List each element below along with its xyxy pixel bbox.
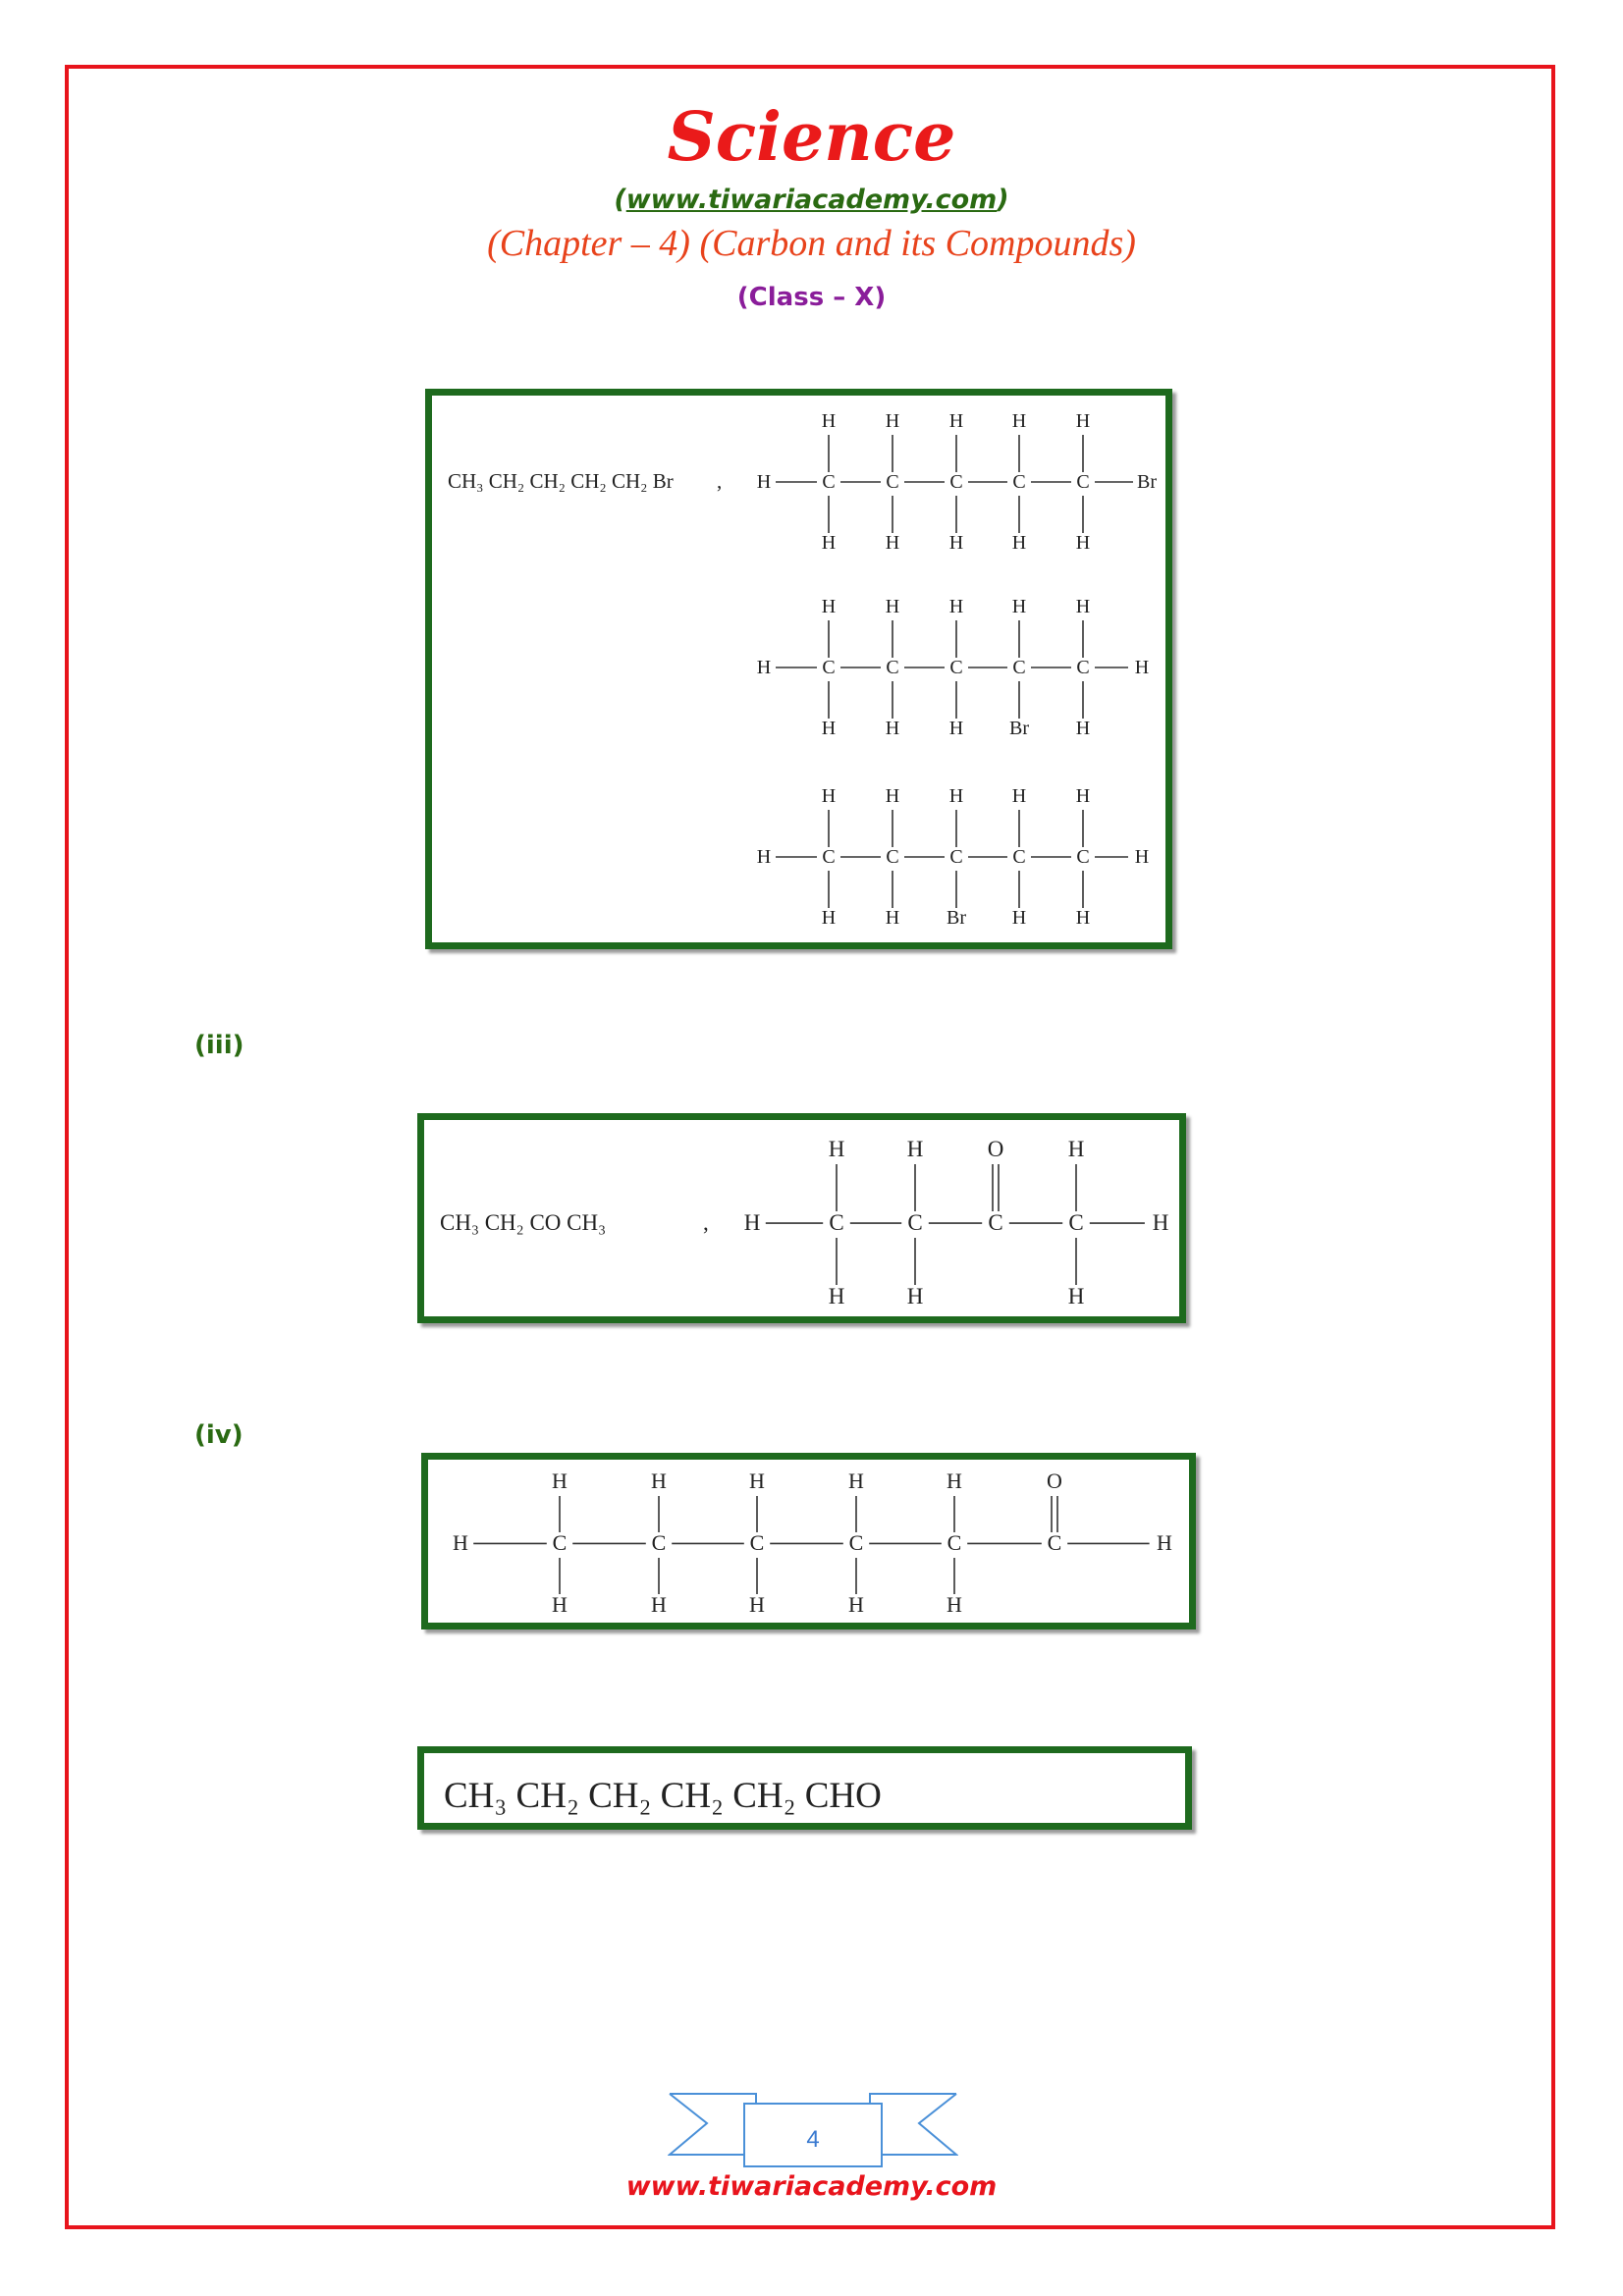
carbon-atom: C <box>829 1210 844 1235</box>
carbon-atom: C <box>1068 1210 1084 1235</box>
carbon-atom: C <box>949 846 963 868</box>
butanone-structure-diagram <box>424 1120 1193 1330</box>
carbon-atom: C <box>1012 471 1026 493</box>
section-label-iv: (iv) <box>194 1420 243 1450</box>
hydrogen-atom: H <box>1067 1137 1085 1161</box>
carbon-atom: C <box>988 1210 1003 1235</box>
hydrogen-atom: H <box>848 1592 864 1617</box>
carbon-atom: C <box>749 1530 765 1555</box>
hydrogen-atom: H <box>821 532 837 554</box>
hydrogen-atom: H <box>885 410 900 432</box>
structure-box-bromopentane <box>425 389 1172 949</box>
condensed-formula-butanone: CH₃ CH₂ CO CH₃ <box>440 1210 607 1235</box>
hydrogen-atom: H <box>1075 410 1091 432</box>
hydrogen-atom: H <box>1152 1210 1169 1235</box>
carbon-atom: C <box>1076 846 1090 868</box>
hydrogen-atom: H <box>948 718 964 739</box>
hydrogen-atom: H <box>1067 1284 1085 1308</box>
carbon-atom: C <box>651 1530 667 1555</box>
oxygen-atom: O <box>987 1137 1004 1161</box>
page-title: Science <box>667 98 956 177</box>
structure-3-bromopentane <box>757 785 1149 929</box>
carbon-atom: C <box>848 1530 864 1555</box>
hydrogen-atom: H <box>743 1210 761 1235</box>
hydrogen-atom: H <box>1075 596 1091 617</box>
hydrogen-atom: H <box>1075 785 1091 807</box>
ribbon-left-tail <box>670 2094 756 2155</box>
carbon-atom: C <box>949 471 963 493</box>
hydrogen-atom: H <box>948 532 964 554</box>
carbon-atom: C <box>822 846 836 868</box>
hydrogen-atom: H <box>947 1592 962 1617</box>
hydrogen-atom: H <box>1011 410 1027 432</box>
hydrogen-atom: H <box>749 1592 765 1617</box>
carbon-atom: C <box>886 657 899 678</box>
hydrogen-atom: H <box>1011 785 1027 807</box>
formula-separator: , <box>717 469 723 493</box>
ribbon-right-tail <box>870 2094 956 2155</box>
hydrogen-atom: H <box>848 1468 864 1493</box>
chapter-heading: (Chapter – 4) (Carbon and its Compounds) <box>487 223 1136 264</box>
structure-box-butanone <box>417 1113 1186 1323</box>
hydrogen-atom: H <box>947 1468 962 1493</box>
hydrogen-atom: H <box>828 1284 845 1308</box>
structure-hexanal <box>453 1468 1172 1617</box>
hydrogen-atom: H <box>1011 596 1027 617</box>
header-website-text[interactable]: www.tiwariacademy.com <box>625 185 998 215</box>
hydrogen-atom: H <box>821 907 837 929</box>
structure-box-hexanal <box>421 1453 1196 1629</box>
hydrogen-atom: H <box>821 785 837 807</box>
hydrogen-atom: H <box>552 1592 568 1617</box>
structure-2-bromopentane <box>757 596 1149 739</box>
carbon-atom: C <box>822 471 836 493</box>
hydrogen-atom: H <box>828 1137 845 1161</box>
hydrogen-atom: H <box>651 1592 667 1617</box>
hydrogen-atom: H <box>885 785 900 807</box>
bromopentane-structures-diagram <box>432 396 1179 956</box>
hydrogen-atom: H <box>885 907 900 929</box>
hydrogen-atom: H <box>1134 657 1150 678</box>
hydrogen-atom: H <box>453 1530 468 1555</box>
bromine-atom: Br <box>1137 471 1157 493</box>
hydrogen-atom: H <box>1011 907 1027 929</box>
hydrogen-atom: H <box>821 410 837 432</box>
hexanal-structure-diagram <box>428 1460 1203 1636</box>
carbon-atom: C <box>1012 846 1026 868</box>
formula-box-hexanal <box>417 1746 1192 1830</box>
condensed-formula-bromopentane: CH₃ CH₂ CH₂ CH₂ CH₂ Br <box>448 469 674 493</box>
bromine-atom: Br <box>947 907 966 929</box>
carbon-atom: C <box>552 1530 568 1555</box>
hydrogen-atom: H <box>885 532 900 554</box>
hydrogen-atom: H <box>1157 1530 1172 1555</box>
hydrogen-atom: H <box>948 410 964 432</box>
hydrogen-atom: H <box>948 785 964 807</box>
page-number-ribbon <box>668 2086 958 2174</box>
hydrogen-atom: H <box>1075 907 1091 929</box>
carbon-atom: C <box>1047 1530 1062 1555</box>
hydrogen-atom: H <box>885 718 900 739</box>
carbon-atom: C <box>949 657 963 678</box>
hydrogen-atom: H <box>756 471 772 493</box>
carbon-atom: C <box>907 1210 923 1235</box>
structure-butanone <box>744 1137 1169 1308</box>
footer-website-link[interactable]: www.tiwariacademy.com <box>625 2171 998 2202</box>
hydrogen-atom: H <box>749 1468 765 1493</box>
header-website-link[interactable]: (www.tiwariacademy.com) <box>614 185 1009 215</box>
hydrogen-atom: H <box>821 718 837 739</box>
hexanal-formula-diagram <box>424 1753 1199 1837</box>
oxygen-atom: O <box>1047 1468 1062 1493</box>
hydrogen-atom: H <box>885 596 900 617</box>
condensed-formula-hexanal: CH₃ CH₂ CH₂ CH₂ CH₂ CHO <box>444 1776 882 1816</box>
hydrogen-atom: H <box>948 596 964 617</box>
hydrogen-atom: H <box>906 1284 924 1308</box>
hydrogen-atom: H <box>651 1468 667 1493</box>
carbon-atom: C <box>1076 657 1090 678</box>
hydrogen-atom: H <box>1011 532 1027 554</box>
carbon-atom: C <box>1076 471 1090 493</box>
carbon-atom: C <box>886 846 899 868</box>
hydrogen-atom: H <box>1075 532 1091 554</box>
hydrogen-atom: H <box>1134 846 1150 868</box>
carbon-atom: C <box>822 657 836 678</box>
hydrogen-atom: H <box>906 1137 924 1161</box>
carbon-atom: C <box>1012 657 1026 678</box>
section-label-iii: (iii) <box>194 1031 244 1060</box>
carbon-atom: C <box>886 471 899 493</box>
hydrogen-atom: H <box>756 657 772 678</box>
carbon-atom: C <box>947 1530 962 1555</box>
page-number: 4 <box>806 2126 820 2153</box>
hydrogen-atom: H <box>1075 718 1091 739</box>
hydrogen-atom: H <box>552 1468 568 1493</box>
structure-1-bromopentane <box>757 410 1158 554</box>
formula-separator: , <box>703 1210 709 1235</box>
bromine-atom: Br <box>1009 718 1029 739</box>
class-label: (Class – X) <box>736 283 887 312</box>
hydrogen-atom: H <box>821 596 837 617</box>
hydrogen-atom: H <box>756 846 772 868</box>
